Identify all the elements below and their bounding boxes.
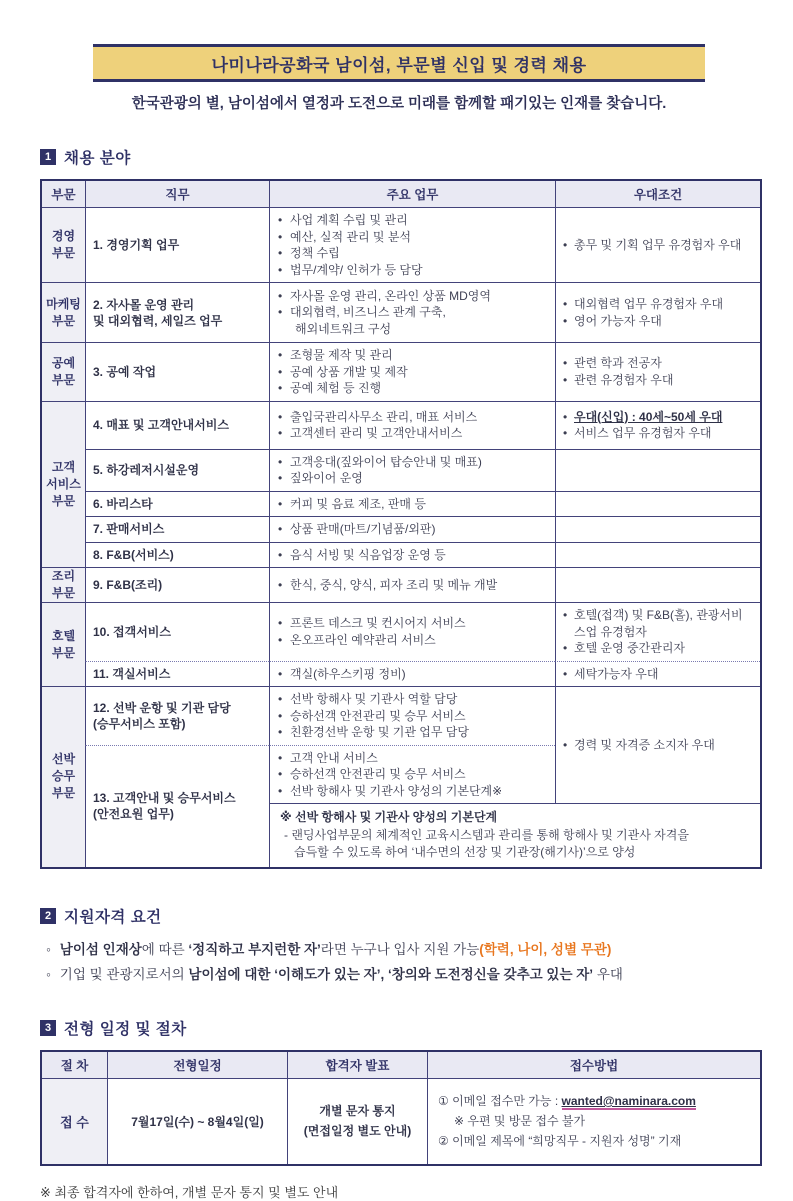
section-title: 채용 분야 <box>64 150 131 167</box>
preferences-cell <box>555 342 760 401</box>
schedule-column-header: 전형일정 <box>107 1052 287 1078</box>
bullet-icon: • <box>563 297 568 311</box>
text-segment: (학력, 나이, 성별 무관) <box>479 941 612 957</box>
method-line <box>438 1091 750 1111</box>
duty-text: 프론트 데스크 및 컨시어지 서비스 <box>290 616 466 631</box>
bullet-icon: • <box>563 372 568 387</box>
text-segment: “희망직무 - 지원자 성명” <box>528 1134 655 1148</box>
bullet-icon: • <box>278 616 283 631</box>
bullet-icon: • <box>278 246 283 260</box>
duties-cell <box>269 745 555 804</box>
preference-item <box>563 640 753 657</box>
job-title-cell: 11. 객실서비스 <box>85 661 269 687</box>
job-title-cell: 9. F&B(조리) <box>85 567 269 602</box>
preference-text: 총무 및 기획 업무 유경험자 우대 <box>574 237 742 252</box>
method-line <box>438 1111 750 1131</box>
bullet-icon: • <box>563 426 568 440</box>
bullet-icon: • <box>278 522 283 536</box>
duty-item <box>278 380 547 397</box>
bullet-icon: • <box>278 708 283 723</box>
duty-text: 선박 항해사 및 기관사 양성의 기본단계※ <box>290 783 503 798</box>
dept-cell: 조리 부문 <box>42 567 85 602</box>
section-number-icon: 2 <box>40 908 56 924</box>
job-title-cell: 6. 바리스타 <box>85 491 269 517</box>
duty-text: 승하선객 안전관리 및 승무 서비스 <box>290 708 466 723</box>
duty-item <box>278 347 547 364</box>
duties-cell <box>269 602 555 661</box>
preference-text: 호텔 운영 중간관리자 <box>574 641 685 655</box>
duty-text: 고객응대(짚와이어 탑승안내 및 매표) <box>290 454 482 469</box>
duty-item <box>278 304 547 321</box>
duties-cell <box>269 567 555 602</box>
duty-item <box>278 212 547 229</box>
bullet-icon: • <box>278 288 283 303</box>
job-title-cell: 8. F&B(서비스) <box>85 542 269 568</box>
bullet-icon: • <box>278 767 283 781</box>
qualification-text <box>60 937 612 962</box>
bullet-icon: ◦ <box>46 941 51 957</box>
duty-item <box>278 288 547 305</box>
preference-text: 세탁가능자 우대 <box>574 666 659 681</box>
duty-text: 상품 판매(마트/기념품/외판) <box>290 522 436 536</box>
preference-text: 경력 및 자격증 소지자 우대 <box>574 737 715 752</box>
step-cell: 접 수 <box>42 1078 107 1164</box>
duty-text: 커피 및 음료 제조, 판매 등 <box>290 496 426 511</box>
dept-cell: 고객 서비스 부문 <box>42 401 85 568</box>
duty-text: 객실(하우스키핑 정비) <box>290 666 406 681</box>
preferences-cell <box>555 449 760 491</box>
job-title-cell: 1. 경영기획 업무 <box>85 207 269 282</box>
duty-text: 예산, 실적 관리 및 분석 <box>290 229 411 244</box>
duty-text: 승하선객 안전관리 및 승무 서비스 <box>290 767 466 781</box>
preference-item <box>563 425 753 442</box>
bullet-icon: • <box>563 356 568 371</box>
preference-text: 영어 가능자 우대 <box>574 313 662 328</box>
text-segment: 라면 누구나 입사 지원 가능 <box>320 941 480 957</box>
bullet-icon: • <box>563 409 568 424</box>
bullet-icon: • <box>278 783 283 798</box>
footer-note: ※ 최종 합격자에 한하여, 개별 문자 통지 및 별도 안내 <box>40 1184 339 1200</box>
job-title-cell: 13. 고객안내 및 승무서비스 (안전요원 업무) <box>85 745 269 867</box>
preference-item <box>563 666 753 683</box>
duty-item <box>278 547 547 564</box>
recruit-column-header: 우대조건 <box>555 181 760 207</box>
duty-item <box>278 708 547 725</box>
duty-item <box>278 454 547 471</box>
note-line: 습득할 수 있도록 하여 ‘내수면의 선장 및 기관장(해기사)’으로 양성 <box>294 845 636 859</box>
duty-item <box>278 470 547 487</box>
duty-item <box>278 615 547 632</box>
schedule-column-header: 접수방법 <box>427 1052 760 1078</box>
preference-item <box>563 372 753 389</box>
preference-item <box>563 237 753 254</box>
schedule-table <box>40 1050 762 1166</box>
duties-cell <box>269 282 555 342</box>
duty-text: 친환경선박 운항 및 기관 업무 담당 <box>290 725 469 739</box>
duty-text: 선박 항해사 및 기관사 역할 담당 <box>290 692 458 706</box>
duty-item <box>278 783 547 800</box>
preference-item <box>563 355 753 372</box>
duty-text: 고객센터 관리 및 고객안내서비스 <box>290 426 463 440</box>
section-schedule-heading <box>40 1017 758 1039</box>
note-line: - 랜딩사업부문의 체계적인 교육시스템과 관리를 통해 항해사 및 기관사 자격을 <box>284 827 689 842</box>
bullet-icon: • <box>278 409 283 424</box>
preferences-cell <box>555 567 760 602</box>
preference-item <box>563 296 753 313</box>
duty-text: 대외협력, 비즈니스 관계 구축, <box>290 305 446 320</box>
period-cell: 7월17일(수) ~ 8월4일(일) <box>107 1078 287 1164</box>
preferences-cell <box>555 491 760 517</box>
duties-cell <box>269 342 555 401</box>
subtitle: 한국관광의 별, 남이섬에서 열정과 도전으로 미래를 함께할 패기있는 인재를 찾습니다. <box>131 96 667 112</box>
section-title: 전형 일정 및 절차 <box>64 1020 187 1038</box>
bullet-icon: • <box>563 237 568 252</box>
note-title: ※ 선박 항해사 및 기관사 양성의 기본단계 <box>280 810 498 824</box>
title-banner <box>93 44 705 82</box>
duty-text: 조형물 제작 및 관리 <box>290 348 393 362</box>
duty-text: 한식, 중식, 양식, 피자 조리 및 메뉴 개발 <box>290 577 498 592</box>
duties-cell <box>269 516 555 542</box>
duty-text: 법무/계약/ 인허가 등 담당 <box>290 262 423 277</box>
duty-item <box>278 724 547 741</box>
preference-item <box>563 737 753 754</box>
dept-cell: 공예 부문 <box>42 342 85 401</box>
text-segment: 남이섬 인재상 <box>59 941 142 957</box>
duty-item <box>278 364 547 381</box>
job-title-cell: 3. 공예 작업 <box>85 342 269 401</box>
dept-cell: 호텔 부문 <box>42 602 85 686</box>
bullet-icon: • <box>278 577 283 592</box>
duties-cell <box>269 686 555 745</box>
section-recruit-fields-heading <box>40 146 758 168</box>
text-segment: 우대 <box>593 966 623 982</box>
preference-text: 우대(신입) : 40세~50세 우대 <box>574 409 723 424</box>
text-segment: 기업 및 관광지로서의 <box>59 966 189 982</box>
bullet-icon: ◦ <box>46 966 51 982</box>
text-segment: 에 따른 <box>141 941 189 957</box>
duty-item <box>278 496 547 513</box>
section-number-icon: 1 <box>40 149 56 165</box>
bullet-icon: • <box>563 608 568 622</box>
notice-cell: 개별 문자 통지 (면접일정 별도 안내) <box>287 1078 427 1164</box>
duty-text: 온오프라인 예약관리 서비스 <box>290 632 436 647</box>
preference-item <box>563 313 753 330</box>
bullet-icon: • <box>563 313 568 328</box>
bullet-icon: • <box>563 666 568 681</box>
section-qualifications-heading <box>40 905 758 927</box>
bullet-icon: • <box>278 725 283 739</box>
duty-item <box>278 229 547 246</box>
duty-text: 공예 체험 등 진행 <box>290 381 382 395</box>
duties-cell <box>269 491 555 517</box>
preference-item <box>563 409 753 426</box>
bullet-icon: • <box>563 737 568 752</box>
duty-item <box>278 577 547 594</box>
section-title: 지원자격 요건 <box>64 908 162 926</box>
duties-cell <box>269 661 555 687</box>
method-line <box>438 1131 750 1151</box>
duty-text: 자사몰 운영 관리, 온라인 상품 MD영역 <box>290 288 491 303</box>
text-segment: ※ 우편 및 방문 접수 불가 <box>454 1114 586 1128</box>
email-link[interactable]: wanted@naminara.com <box>561 1094 696 1108</box>
qualification-text <box>60 962 623 987</box>
training-note-cell <box>269 803 760 867</box>
bullet-icon: • <box>563 641 568 655</box>
section-number-icon: 3 <box>40 1020 56 1036</box>
preference-text: 서비스 업무 유경험자 우대 <box>574 426 712 440</box>
text-segment: ‘정직하고 부지런한 자’ <box>188 941 321 957</box>
bullet-icon: • <box>278 632 283 647</box>
job-title-cell: 4. 매표 및 고객안내서비스 <box>85 401 269 449</box>
dept-cell: 마케팅 부문 <box>42 282 85 342</box>
preference-text: 관련 학과 전공자 <box>574 356 662 371</box>
page-title: 나미나라공화국 남이섬, 부문별 신입 및 경력 채용 <box>211 56 587 75</box>
bullet-icon: • <box>278 547 283 562</box>
qualification-item <box>46 937 758 962</box>
preference-text: 호텔(접객) 및 F&B(홀), 관광서비스업 유경험자 <box>574 608 743 639</box>
preferences-cell <box>555 282 760 342</box>
text-segment: ② 이메일 제목에 <box>438 1134 529 1148</box>
duties-cell <box>269 542 555 568</box>
duty-item <box>278 321 547 338</box>
bullet-icon: • <box>278 426 283 440</box>
preferences-cell <box>555 401 760 449</box>
duty-item <box>278 691 547 708</box>
bullet-icon: • <box>278 229 283 244</box>
preferences-cell <box>555 686 760 803</box>
job-title-cell: 7. 판매서비스 <box>85 516 269 542</box>
duty-text: 음식 서빙 및 식음업장 운영 등 <box>290 547 446 562</box>
qualification-item <box>46 962 758 987</box>
bullet-icon: • <box>278 666 283 681</box>
bullet-icon: • <box>278 496 283 511</box>
duties-cell <box>269 401 555 449</box>
preferences-cell <box>555 516 760 542</box>
bullet-icon: • <box>278 348 283 362</box>
duty-text: 짚와이어 운영 <box>290 471 363 485</box>
schedule-column-header: 절 차 <box>42 1052 107 1078</box>
preferences-cell <box>555 602 760 661</box>
preferences-cell <box>555 207 760 282</box>
preference-text: 관련 유경험자 우대 <box>574 372 674 387</box>
text-segment: 기재 <box>654 1134 682 1148</box>
duty-item <box>278 632 547 649</box>
bullet-icon <box>283 321 295 338</box>
job-title-cell: 5. 하강레저시설운영 <box>85 449 269 491</box>
duty-text: 출입국관리사무소 관리, 매표 서비스 <box>290 409 478 424</box>
duty-text: 해외네트워크 구성 <box>295 321 392 336</box>
preferences-cell <box>555 661 760 687</box>
bullet-icon: • <box>278 454 283 469</box>
text-segment: ‘이해도가 있는 자’, ‘창의와 도전정신을 갖추고 있는 자’ <box>274 966 594 982</box>
duty-item <box>278 262 547 279</box>
recruit-column-header: 주요 업무 <box>269 181 555 207</box>
duty-text: 공예 상품 개발 및 제작 <box>290 364 408 379</box>
preference-item <box>563 607 753 640</box>
dept-cell: 선박 승무 부문 <box>42 686 85 867</box>
duty-item <box>278 666 547 683</box>
duty-text: 사업 계획 수립 및 관리 <box>290 213 408 227</box>
preference-text: 대외협력 업무 유경험자 우대 <box>574 297 724 311</box>
bullet-icon: • <box>278 305 283 320</box>
text-segment: 남이섬에 대한 <box>188 966 271 982</box>
duty-text: 고객 안내 서비스 <box>290 750 378 765</box>
text-segment: ① 이메일 접수만 가능 : <box>438 1094 562 1108</box>
schedule-column-header: 합격자 발표 <box>287 1052 427 1078</box>
duty-item <box>278 245 547 262</box>
duty-item <box>278 425 547 442</box>
qualification-list <box>46 937 758 987</box>
duty-text: 정책 수립 <box>290 246 340 260</box>
bullet-icon: • <box>278 692 283 706</box>
bullet-icon: • <box>278 750 283 765</box>
duties-cell <box>269 207 555 282</box>
recruit-table <box>40 179 762 869</box>
bullet-icon: • <box>278 364 283 379</box>
bullet-icon: • <box>278 213 283 227</box>
job-title-cell: 2. 자사몰 운영 관리 및 대외협력, 세일즈 업무 <box>85 282 269 342</box>
dept-cell: 경영 부문 <box>42 207 85 282</box>
duty-item <box>278 750 547 767</box>
preferences-cell <box>555 542 760 568</box>
job-title-cell: 12. 선박 운항 및 기관 담당 (승무서비스 포함) <box>85 686 269 745</box>
duty-item <box>278 521 547 538</box>
duties-cell <box>269 449 555 491</box>
bullet-icon: • <box>278 381 283 395</box>
job-title-cell: 10. 접객서비스 <box>85 602 269 661</box>
bullet-icon: • <box>278 262 283 277</box>
duty-item <box>278 766 547 783</box>
recruit-column-header: 직무 <box>85 181 269 207</box>
bullet-icon: • <box>278 471 283 485</box>
recruit-column-header: 부문 <box>42 181 85 207</box>
duty-item <box>278 409 547 426</box>
